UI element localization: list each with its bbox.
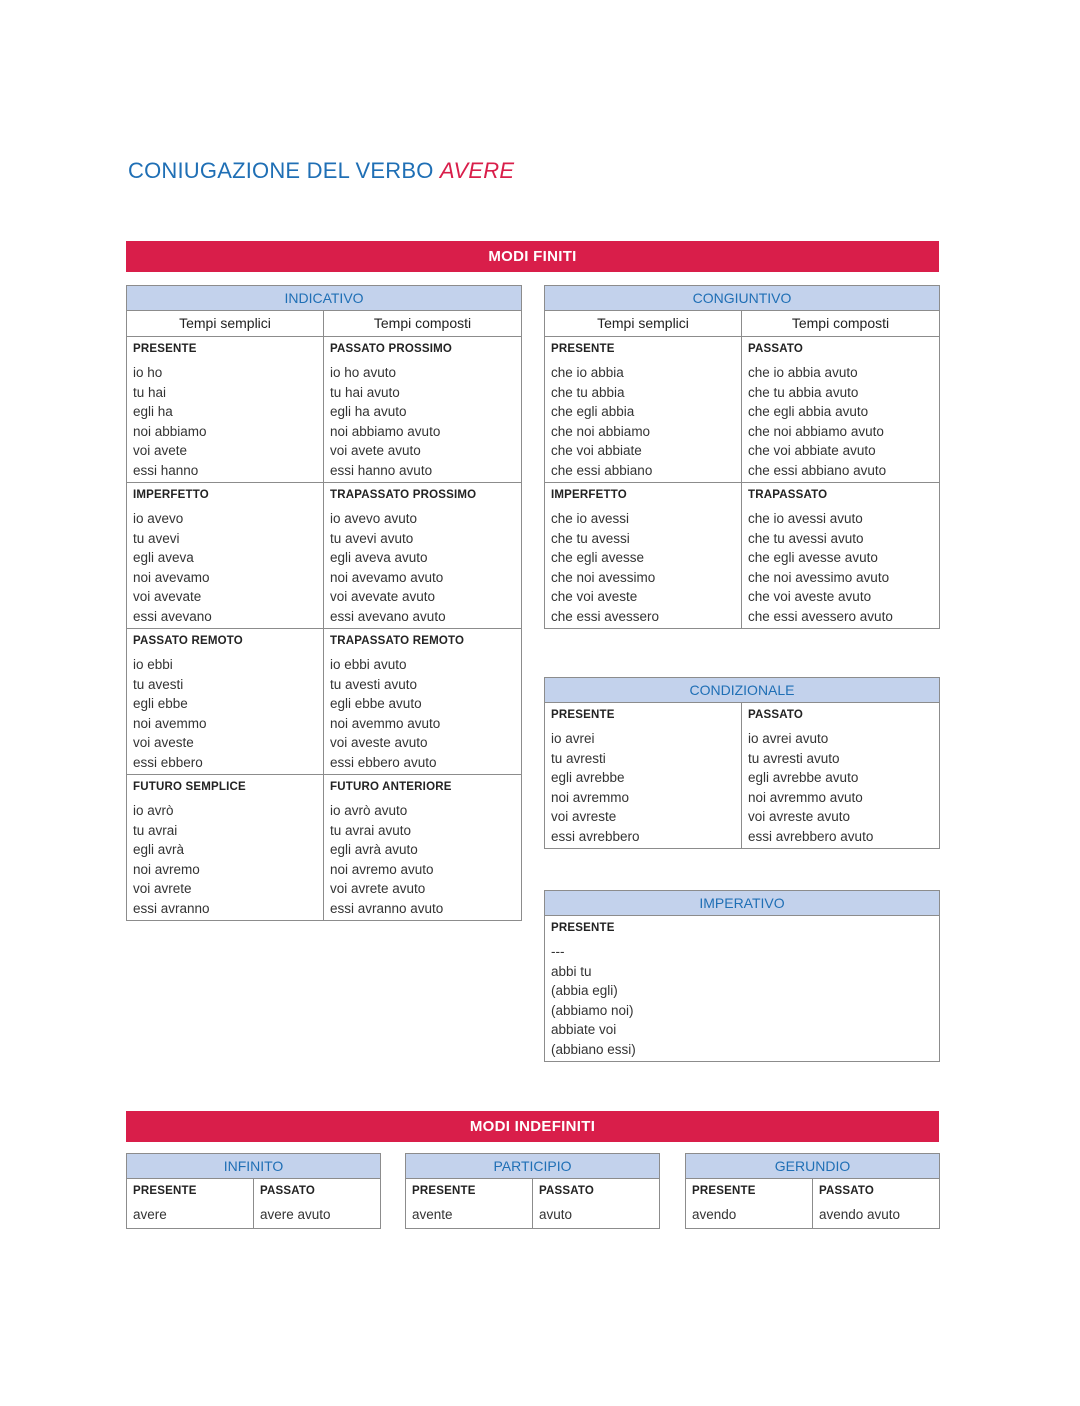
verb-form: voi avrete avuto	[330, 881, 426, 896]
tense-label: PRESENTE	[551, 709, 615, 721]
verb-form: io avevo	[133, 511, 184, 526]
verb-form: avendo	[692, 1207, 737, 1222]
verb-form: tu avesti avuto	[330, 676, 418, 692]
indicativo-table	[126, 285, 522, 921]
verb-form: egli avrebbe avuto	[748, 770, 859, 785]
verb-form: noi avemmo avuto	[330, 715, 441, 731]
verb-form: essi avranno	[133, 900, 210, 916]
tense-label: PASSATO	[260, 1185, 316, 1197]
verb-form: che noi avessimo	[551, 569, 656, 585]
verb-form: che tu avessi	[551, 530, 630, 546]
verb-form: egli ebbe	[133, 696, 188, 711]
tense-cell	[545, 337, 742, 483]
condizionale-header: CONDIZIONALE	[545, 678, 940, 703]
verb-form: noi avremmo avuto	[748, 789, 863, 805]
verb-form: io ho	[133, 365, 163, 380]
verb-form: che voi aveste avuto	[748, 589, 872, 604]
participio-table	[405, 1153, 660, 1229]
tense-cell	[686, 1179, 813, 1229]
tense-label: PASSATO	[819, 1185, 875, 1197]
tense-cell	[742, 483, 940, 629]
tense-label: FUTURO SEMPLICE	[133, 781, 246, 793]
imperativo-header: IMPERATIVO	[545, 891, 940, 916]
verb-form: egli avrà avuto	[330, 842, 418, 857]
verb-form: essi ebbero avuto	[330, 754, 437, 770]
verb-form: (abbiamo noi)	[551, 1002, 634, 1018]
tense-label: PASSATO	[539, 1185, 595, 1197]
verb-form: essi hanno	[133, 462, 199, 478]
infinito-header: INFINITO	[127, 1154, 381, 1179]
tense-label: PRESENTE	[412, 1185, 476, 1197]
verb-form: avendo avuto	[819, 1207, 901, 1222]
congiuntivo-header: CONGIUNTIVO	[545, 286, 940, 311]
verb-form: voi avrete	[133, 881, 192, 896]
tense-cell	[127, 629, 324, 775]
tense-label: PRESENTE	[133, 343, 197, 355]
verb-form: che noi abbiamo	[551, 423, 651, 439]
verb-form: che voi abbiate	[551, 443, 642, 458]
tense-cell	[533, 1179, 660, 1229]
verb-form: ---	[551, 944, 565, 959]
tempi-composti-header: Tempi composti	[742, 311, 940, 337]
verb-form: voi aveste avuto	[330, 735, 428, 750]
verb-form: voi avevate	[133, 589, 202, 604]
tense-label: PASSATO PROSSIMO	[330, 343, 453, 355]
gerundio-table	[685, 1153, 940, 1229]
verb-form: noi avevamo avuto	[330, 569, 444, 585]
modi-finiti-banner: MODI FINITI	[126, 241, 939, 272]
tense-label: PASSATO	[748, 709, 804, 721]
verb-form: che voi aveste	[551, 589, 638, 604]
verb-form: (abbiano essi)	[551, 1041, 636, 1057]
tense-label: FUTURO ANTERIORE	[330, 781, 452, 793]
verb-form: essi avrebbero	[551, 828, 640, 844]
verb-form: noi avemmo	[133, 715, 207, 731]
table-row	[545, 916, 940, 1062]
verb-form: che essi avessero	[551, 608, 660, 624]
tense-label: PRESENTE	[692, 1185, 756, 1197]
verb-form: avere	[133, 1207, 167, 1222]
verb-form: io ebbi	[133, 657, 173, 672]
verb-form: che egli abbia	[551, 404, 635, 419]
tempi-semplici-header: Tempi semplici	[127, 311, 324, 337]
verb-form: tu avrai	[133, 822, 178, 838]
verb-form: che egli avesse avuto	[748, 550, 878, 565]
verb-form: tu avresti	[551, 750, 606, 766]
verb-form: noi avremmo	[551, 789, 630, 805]
verb-form: tu avevi avuto	[330, 530, 414, 546]
verb-form: noi abbiamo avuto	[330, 423, 441, 439]
verb-form: io ebbi avuto	[330, 657, 407, 672]
tense-label: TRAPASSATO REMOTO	[330, 635, 465, 647]
verb-form: egli ha avuto	[330, 404, 407, 419]
table-row	[127, 1179, 381, 1229]
tense-cell	[324, 629, 522, 775]
verb-form: che noi abbiamo avuto	[748, 423, 884, 439]
tense-label: IMPERFETTO	[133, 489, 209, 501]
verb-form: voi avete avuto	[330, 443, 421, 458]
verb-form: io avrò avuto	[330, 803, 408, 818]
table-row	[127, 629, 522, 775]
verb-form: che noi avessimo avuto	[748, 569, 890, 585]
verb-form: essi avevano avuto	[330, 608, 446, 624]
verb-form: che io abbia	[551, 365, 624, 380]
title-verb: AVERE	[439, 158, 515, 183]
tense-label: PASSATO REMOTO	[133, 635, 243, 647]
tense-cell	[545, 916, 940, 1062]
verb-form: egli ebbe avuto	[330, 696, 422, 711]
table-row	[127, 775, 522, 921]
tense-label: IMPERFETTO	[551, 489, 627, 501]
verb-form: che essi abbiano	[551, 462, 653, 478]
verb-form: voi avreste	[551, 809, 617, 824]
table-row	[686, 1179, 940, 1229]
verb-form: noi avevamo	[133, 569, 210, 585]
verb-form: essi ebbero	[133, 754, 203, 770]
verb-form: noi avremo avuto	[330, 861, 434, 877]
verb-form: avente	[412, 1207, 453, 1222]
tempi-semplici-header: Tempi semplici	[545, 311, 742, 337]
table-row	[545, 483, 940, 629]
table-row	[545, 703, 940, 849]
tense-label: TRAPASSATO PROSSIMO	[330, 489, 477, 501]
verb-form: tu avesti	[133, 676, 184, 692]
verb-form: che io avessi avuto	[748, 511, 863, 526]
verb-form: io avrei avuto	[748, 731, 829, 746]
verb-form: noi abbiamo	[133, 423, 207, 439]
tense-cell	[324, 483, 522, 629]
tense-label: PRESENTE	[133, 1185, 197, 1197]
verb-form: tu avresti avuto	[748, 750, 840, 766]
verb-form: che tu avessi avuto	[748, 530, 864, 546]
tense-cell	[406, 1179, 533, 1229]
verb-form: tu avrai avuto	[330, 822, 412, 838]
verb-form: che tu abbia avuto	[748, 384, 859, 400]
verb-form: che egli abbia avuto	[748, 404, 869, 419]
verb-form: avuto	[539, 1207, 573, 1222]
tense-cell	[254, 1179, 381, 1229]
verb-form: io avrò	[133, 803, 174, 818]
tense-cell	[127, 483, 324, 629]
tense-cell	[127, 337, 324, 483]
tense-cell	[127, 1179, 254, 1229]
verb-form: che essi abbiano avuto	[748, 462, 887, 478]
participio-header: PARTICIPIO	[406, 1154, 660, 1179]
verb-form: che tu abbia	[551, 384, 625, 400]
table-row	[406, 1179, 660, 1229]
tempi-composti-header: Tempi composti	[324, 311, 522, 337]
verb-form: che io abbia avuto	[748, 365, 858, 380]
tense-cell	[545, 703, 742, 849]
verb-form: voi avete	[133, 443, 188, 458]
verb-form: noi avremo	[133, 861, 200, 877]
verb-form: abbi tu	[551, 963, 592, 979]
verb-form: voi avevate avuto	[330, 589, 436, 604]
indicativo-header: INDICATIVO	[127, 286, 522, 311]
verb-form: che essi avessero avuto	[748, 608, 893, 624]
verb-form: tu hai avuto	[330, 384, 400, 400]
tense-cell	[324, 775, 522, 921]
tense-cell	[742, 337, 940, 483]
verb-form: tu hai	[133, 384, 167, 400]
verb-form: egli avrà	[133, 842, 185, 857]
tense-cell	[742, 703, 940, 849]
table-row	[127, 483, 522, 629]
verb-form: avere avuto	[260, 1207, 331, 1222]
verb-form: essi avevano	[133, 608, 212, 624]
verb-form: io avevo avuto	[330, 511, 418, 526]
verb-form: essi avrebbero avuto	[748, 828, 874, 844]
verb-form: che egli avesse	[551, 550, 645, 565]
tense-cell	[545, 483, 742, 629]
verb-form: io ho avuto	[330, 365, 397, 380]
verb-form: (abbia egli)	[551, 983, 618, 998]
verb-form: tu avevi	[133, 530, 180, 546]
modi-indefiniti-banner: MODI INDEFINITI	[126, 1111, 939, 1142]
verb-form: egli avrebbe	[551, 770, 625, 785]
page-title	[128, 158, 514, 184]
verb-form: egli aveva avuto	[330, 550, 428, 565]
verb-form: essi avranno avuto	[330, 900, 444, 916]
tense-label: PRESENTE	[551, 343, 615, 355]
verb-form: egli aveva	[133, 550, 194, 565]
verb-form: io avrei	[551, 731, 595, 746]
tense-label: PRESENTE	[551, 922, 615, 934]
verb-form: abbiate voi	[551, 1022, 617, 1037]
verb-form: voi avreste avuto	[748, 809, 851, 824]
condizionale-table	[544, 677, 940, 849]
verb-form: voi aveste	[133, 735, 194, 750]
verb-form: che io avessi	[551, 511, 630, 526]
tense-cell	[324, 337, 522, 483]
infinito-table	[126, 1153, 381, 1229]
verb-form: che voi abbiate avuto	[748, 443, 876, 458]
congiuntivo-table	[544, 285, 940, 629]
table-row	[127, 337, 522, 483]
verb-form: egli ha	[133, 404, 173, 419]
title-prefix: CONIUGAZIONE DEL VERBO	[128, 158, 434, 183]
gerundio-header: GERUNDIO	[686, 1154, 940, 1179]
verb-form: essi hanno avuto	[330, 462, 433, 478]
imperativo-table	[544, 890, 940, 1062]
tense-cell	[127, 775, 324, 921]
tense-label: TRAPASSATO	[748, 489, 828, 501]
tense-cell	[813, 1179, 940, 1229]
table-row	[545, 337, 940, 483]
tense-label: PASSATO	[748, 343, 804, 355]
